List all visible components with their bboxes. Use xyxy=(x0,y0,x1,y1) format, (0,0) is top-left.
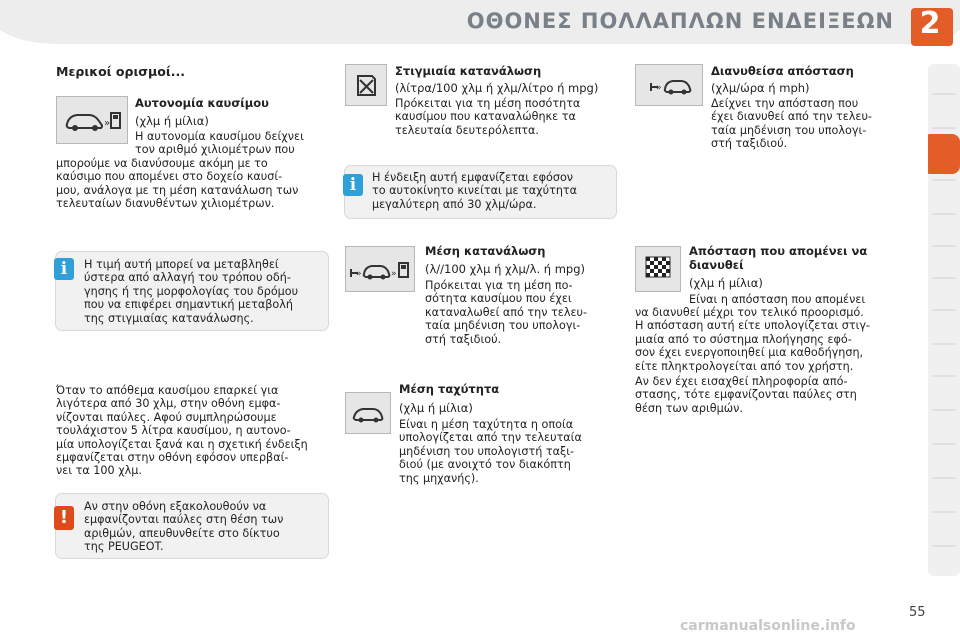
autonomy-text-1: Η αυτονομία καυσίμου δείχνει τον αριθμό χιλιομέτρων που xyxy=(135,130,304,157)
car-fuel-pump-icon xyxy=(57,97,127,143)
remaining-icon-box xyxy=(635,246,681,292)
warning-note-text: Αν στην οθόνη εξακολουθούν να εμφανίζονται παύλες στη θέση των αριθμών, απευθυνθείτε στο δίκτυο της PEUGEOT. xyxy=(84,500,284,554)
warning-icon: ! xyxy=(54,506,74,530)
avg-speed-title: Μέση ταχύτητα xyxy=(399,382,500,396)
remaining-text-3: Αν δεν έχει εισαχθεί πληροφορία από- στασης, τότε εμφανίζονται παύλες στη θέση των αριθμών. xyxy=(635,375,857,415)
chapter-tabs xyxy=(928,64,960,576)
page-number: 55 xyxy=(909,605,926,620)
avg-speed-unit: (χλμ ή μίλια) xyxy=(399,401,473,415)
checkered-flag-icon xyxy=(636,247,680,291)
chapter-number: 2 xyxy=(919,6,941,41)
fuel-can-icon xyxy=(346,65,386,105)
info-note-left-text: Η τιμή αυτή μπορεί να μεταβληθεί ύστερα από αλλαγή του τρόπου οδή- γησης ή της μορφολογίας του δρόμου που να επιφέρει σημαντική μεταβολή της στιγμιαίας κατανάλωσης. xyxy=(84,258,299,325)
svg-text:»: » xyxy=(356,269,362,279)
info-icon: i xyxy=(343,174,363,196)
distance-icon-box xyxy=(635,64,703,106)
autonomy-text-2: μπορούμε να διανύσουμε ακόμη με το καύσιμο που απομένει στο δοχείο καυσί- μου, ανάλογα με τη μέση κατανάλωση των τελευταίων διανυθέντων χιλιομέτρων. xyxy=(56,157,299,211)
remaining-text-1: Είναι η απόσταση που απομένει xyxy=(689,293,866,306)
svg-text:»: » xyxy=(391,269,397,279)
avg-speed-icon-box xyxy=(345,392,391,434)
avg-speed-text: Είναι η μέση ταχύτητα η οποία υπολογίζεται από την τελευταία μηδένιση του υπολογιστή ταξι- διού (με ανοιχτό τον διακόπτη της μηχανής). xyxy=(399,418,582,485)
avg-consumption-icon-box xyxy=(345,246,415,292)
avg-consumption-title: Μέση κατανάλωση xyxy=(425,244,546,258)
remaining-unit: (χλμ ή μίλια) xyxy=(689,276,763,290)
low-fuel-text: Όταν το απόθεμα καυσίμου επαρκεί για λιγότερα από 30 χλμ, στην οθόνη εμφα- νίζονται παύλες. Αφού συμπληρώσουμε τουλάχιστον 5 λίτρα καυσίμου, η αυτονο- μία υπολογίζεται ξανά και η σχετική ένδειξη εμφανίζεται στην οθόνη εφόσον υπερβαί- νει τα 100 χλμ. xyxy=(56,384,308,478)
remaining-text-2: να διανυθεί μέχρι τον τελικό προορισμό. Η απόσταση αυτή είτε υπολογίζεται στιγ- μιαία από το σύστημα πλοήγησης εφό- σον έχει ενεργοποιηθεί μια καθοδήγηση, είτε πληκτρολογείται από τον χρήστη. xyxy=(635,306,871,373)
page-title: ΟΘΟΝΕΣ ΠΟΛΛΑΠΛΩΝ ΕΝΔΕΙΞΕΩΝ xyxy=(466,9,894,33)
watermark: carmanualsonline.info xyxy=(680,618,856,634)
distance-unit: (χλμ/ώρα ή mph) xyxy=(711,81,810,95)
autonomy-title: Αυτονομία καυσίμου xyxy=(135,96,269,110)
distance-text: Δείχνει την απόσταση που έχει διανυθεί από την τελευ- ταία μηδένιση του υπολογι- στή ταξιδιού. xyxy=(711,97,872,151)
car-speed-icon xyxy=(346,393,390,433)
instant-icon-box xyxy=(345,64,387,106)
svg-text:»: » xyxy=(656,83,662,93)
info-note-middle-text: Η ένδειξη αυτή εμφανίζεται εφόσον το αυτοκίνητο κινείται με ταχύτητα μεγαλύτερη από 30 χλμ/ώρα. xyxy=(372,171,578,211)
instant-text: Πρόκειται για τη μέση ποσότητα καυσίμου που καταναλώθηκε τα τελευταία δευτερόλεπτα. xyxy=(395,97,581,137)
car-distance-fuel-icon xyxy=(346,247,414,291)
remaining-title: Απόσταση που απομένει να διανυθεί xyxy=(689,244,868,272)
instant-unit: (λίτρα/100 χλμ ή χλμ/λίτρο ή mpg) xyxy=(395,81,599,95)
info-icon: i xyxy=(54,258,74,280)
avg-consumption-unit: (λ//100 χλμ ή χλμ/λ. ή mpg) xyxy=(425,262,586,276)
autonomy-unit: (χλμ ή μίλια) xyxy=(135,114,209,128)
distance-title: Διανυθείσα απόσταση xyxy=(711,64,854,78)
instant-title: Στιγμιαία κατανάλωση xyxy=(395,64,542,78)
section-title: Μερικοί ορισμοί... xyxy=(56,64,185,79)
svg-text:»: » xyxy=(104,118,111,129)
autonomy-icon-box xyxy=(56,96,128,144)
car-distance-icon xyxy=(636,65,702,105)
avg-consumption-text: Πρόκειται για τη μέση πο- σότητα καυσίμου που έχει καταναλωθεί από την τελευ- ταία μηδένιση του υπολογι- στή ταξιδιού. xyxy=(425,279,588,346)
